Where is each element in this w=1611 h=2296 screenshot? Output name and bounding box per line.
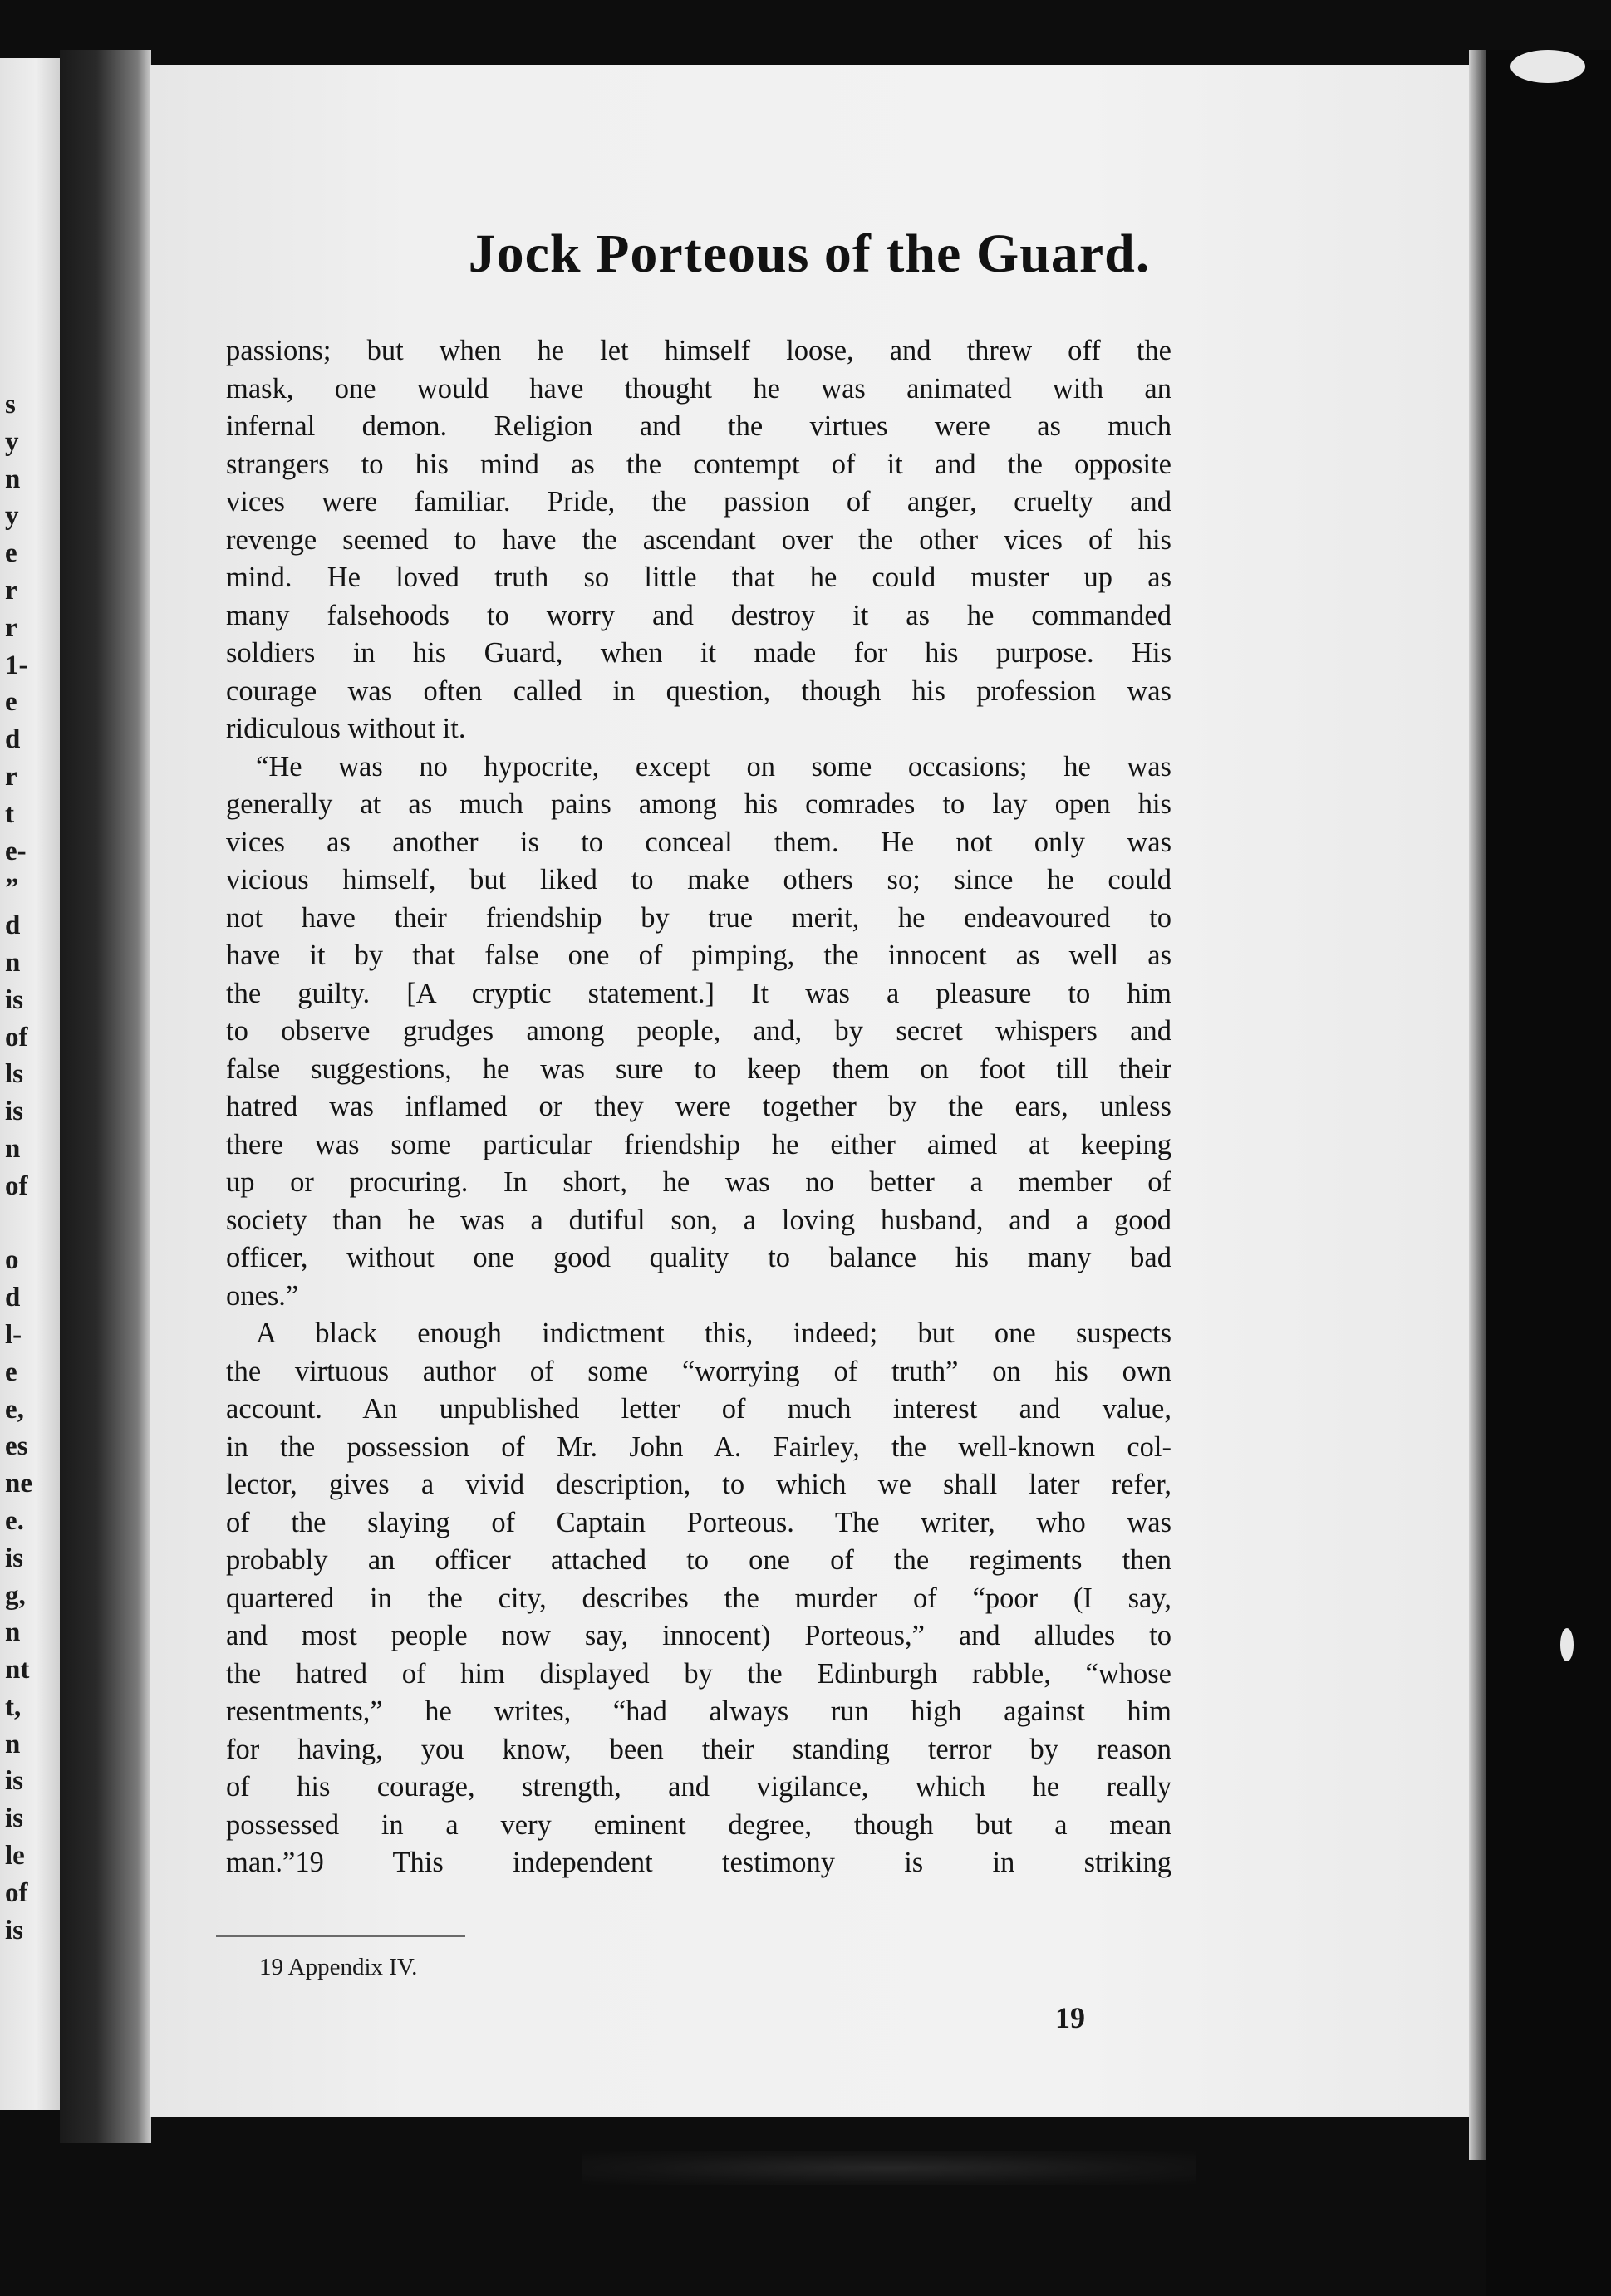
- text-line: the virtuous author of some “worrying of truth” on his own: [226, 1355, 1171, 1387]
- left-page-letter: e: [5, 687, 17, 718]
- page-title: Jock Porteous of the Guard.: [468, 223, 1151, 284]
- left-page-letter: is: [5, 1803, 24, 1834]
- text-line: of the slaying of Captain Porteous. The writer, who was: [226, 1506, 1171, 1538]
- left-page-letter: of: [5, 1022, 28, 1052]
- scan-smudge: [582, 2151, 1196, 2185]
- text-line: account. An unpublished letter of much interest and value,: [226, 1393, 1171, 1425]
- text-line: many falsehoods to worry and destroy it as he commanded: [226, 599, 1171, 631]
- left-page-letter: e: [5, 1357, 17, 1387]
- text-line: in the possession of Mr. John A. Fairley, the well-known col-: [226, 1430, 1171, 1463]
- text-line: false suggestions, he was sure to keep them on foot till their: [226, 1052, 1171, 1085]
- scan-background: [1486, 50, 1611, 2296]
- text-line: not have their friendship by true merit, he endeavoured to: [226, 901, 1171, 934]
- left-page-letter: e,: [5, 1394, 24, 1425]
- left-page-letter: d: [5, 724, 21, 755]
- body-text: [226, 332, 1171, 1882]
- text-line: strangers to his mind as the contempt of it and the opposite: [226, 448, 1171, 480]
- left-page-letter: n: [5, 947, 21, 978]
- text-line: generally at as much pains among his comrades to lay open his: [226, 788, 1171, 820]
- text-line: probably an officer attached to one of the regiments then: [226, 1544, 1171, 1576]
- left-page-letter: ”: [5, 873, 19, 904]
- text-line: soldiers in his Guard, when it made for his purpose. His: [226, 637, 1171, 669]
- text-line: vicious himself, but liked to make others so; since he could: [226, 864, 1171, 895]
- left-page-edge: [0, 58, 60, 2110]
- left-page-letter: n: [5, 1617, 21, 1648]
- text-line: mind. He loved truth so little that he could muster up as: [226, 562, 1171, 593]
- text-line: quartered in the city, describes the murder of “poor (I say,: [226, 1582, 1171, 1614]
- text-line: infernal demon. Religion and the virtues were as much: [226, 410, 1171, 442]
- left-page-letter: 1-: [5, 650, 28, 680]
- footnote: 19 Appendix IV.: [259, 1954, 418, 1980]
- text-line: society than he was a dutiful son, a loving husband, and a good: [226, 1204, 1171, 1236]
- scan-speck: [1560, 1628, 1574, 1661]
- text-line: and most people now say, innocent) Porteous,” and alludes to: [226, 1620, 1171, 1651]
- text-line: there was some particular friendship he either aimed at keeping: [226, 1128, 1171, 1160]
- text-line: up or procuring. In short, he was no better a member of: [226, 1166, 1171, 1198]
- left-page-letter: of: [5, 1170, 28, 1201]
- text-line: the guilty. [A cryptic statement.] It was a pleasure to him: [226, 977, 1171, 1009]
- text-line: possessed in a very eminent degree, though but a mean: [226, 1808, 1171, 1841]
- text-line: revenge seemed to have the ascendant over the other vices of his: [226, 523, 1171, 556]
- text-line: have it by that false one of pimping, the innocent as well as: [226, 939, 1171, 971]
- left-page-letter: [5, 1205, 55, 1243]
- left-page-letter: n: [5, 1729, 21, 1759]
- text-line: ridiculous without it.: [226, 713, 466, 744]
- left-page-letter: d: [5, 1283, 21, 1313]
- left-page-letter: g,: [5, 1580, 26, 1611]
- left-page-letter: nt: [5, 1655, 30, 1685]
- left-page-letter: r: [5, 575, 17, 606]
- text-line: mask, one would have thought he was animated with an: [226, 372, 1171, 405]
- left-page-letter: d: [5, 910, 21, 941]
- text-line: “He was no hypocrite, except on some occasions; he was: [256, 750, 1171, 783]
- left-page-letter: r: [5, 761, 17, 792]
- left-page-letter: e.: [5, 1505, 24, 1536]
- text-line: for having, you know, been their standing terror by reason: [226, 1733, 1171, 1765]
- left-page-letter: is: [5, 984, 24, 1015]
- left-page-letter: n: [5, 464, 21, 494]
- text-line: passions; but when he let himself loose, and threw off the: [226, 335, 1171, 366]
- footnote-rule: [216, 1935, 465, 1937]
- text-line: vices were familiar. Pride, the passion of anger, cruelty and: [226, 486, 1171, 518]
- left-page-letter: r: [5, 612, 17, 643]
- left-page-letter: ls: [5, 1059, 24, 1090]
- left-page-letter: n: [5, 1133, 21, 1164]
- left-page-letter: is: [5, 1543, 24, 1573]
- left-page-letter: o: [5, 1245, 19, 1276]
- book-gutter: [60, 50, 151, 2143]
- text-line: resentments,” he writes, “had always run high against him: [226, 1695, 1171, 1727]
- left-page-letter: e: [5, 538, 17, 569]
- left-page-letters: [5, 386, 55, 1949]
- text-line: the hatred of him displayed by the Edinburgh rabble, “whose: [226, 1657, 1171, 1690]
- left-page-letter: y: [5, 501, 19, 532]
- text-line: hatred was inflamed or they were together by the ears, unless: [226, 1091, 1171, 1122]
- left-page-letter: l-: [5, 1319, 22, 1350]
- page-number: 19: [1055, 2001, 1085, 2034]
- left-page-letter: t,: [5, 1691, 22, 1722]
- left-page-letter: le: [5, 1841, 25, 1872]
- left-page-letter: ne: [5, 1469, 32, 1499]
- text-line: of his courage, strength, and vigilance, which he really: [226, 1771, 1171, 1803]
- text-line: courage was often called in question, though his profession was: [226, 675, 1171, 707]
- text-line: officer, without one good quality to balance his many bad: [226, 1242, 1171, 1273]
- left-page-letter: s: [5, 390, 16, 419]
- text-line: man.”19 This independent testimony is in striking: [226, 1847, 1171, 1878]
- text-line: A black enough indictment this, indeed; but one suspects: [256, 1317, 1171, 1349]
- text-line: lector, gives a vivid description, to which we shall later refer,: [226, 1469, 1171, 1500]
- left-page-letter: is: [5, 1915, 24, 1945]
- page-right-edge: [1469, 50, 1486, 2160]
- left-page-letter: y: [5, 426, 19, 457]
- left-page-letter: is: [5, 1096, 24, 1127]
- left-page-letter: e-: [5, 836, 27, 866]
- left-page-letter: es: [5, 1431, 28, 1462]
- left-page-letter: of: [5, 1877, 28, 1908]
- text-line: vices as another is to conceal them. He not only was: [226, 826, 1171, 858]
- text-line: to observe grudges among people, and, by secret whispers and: [226, 1015, 1171, 1047]
- text-line: ones.”: [226, 1279, 299, 1312]
- left-page-letter: t: [5, 798, 14, 829]
- left-page-letter: is: [5, 1766, 24, 1797]
- scan-speck: [1510, 50, 1585, 83]
